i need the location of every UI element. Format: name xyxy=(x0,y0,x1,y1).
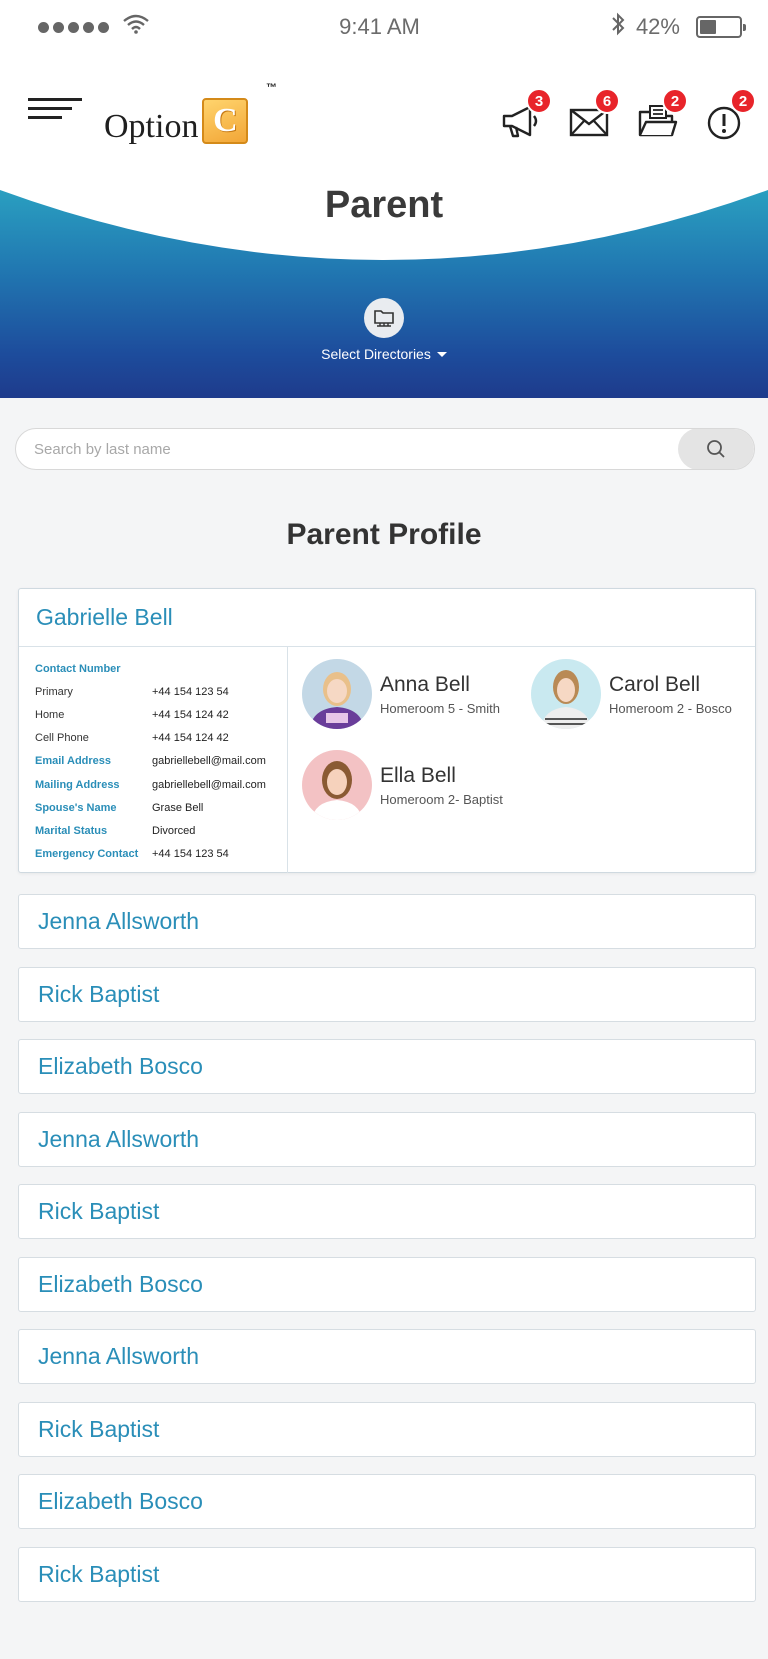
contact-row xyxy=(35,727,287,750)
contact-label: Home xyxy=(35,708,65,721)
child-name: Ella Bell xyxy=(380,763,456,787)
profile-name[interactable]: Gabrielle Bell xyxy=(19,589,755,647)
child-homeroom: Homeroom 2- Baptist xyxy=(380,791,503,807)
select-directories-button[interactable] xyxy=(0,298,768,362)
battery-percent: 42% xyxy=(635,14,680,39)
child-name: Carol Bell xyxy=(609,672,701,696)
parent-list-item[interactable]: Jenna Allsworth xyxy=(18,1112,756,1167)
announcements-button[interactable] xyxy=(500,92,546,136)
child-item[interactable] xyxy=(302,659,500,729)
parent-list-item[interactable]: Jenna Allsworth xyxy=(18,1329,756,1384)
child-avatar xyxy=(302,659,372,729)
contact-details xyxy=(19,647,288,873)
wifi-icon xyxy=(123,14,149,40)
alerts-badge: 2 xyxy=(730,88,756,114)
children-list xyxy=(288,647,755,873)
search-button[interactable] xyxy=(678,428,754,470)
parent-profile-card xyxy=(18,588,756,873)
search-icon xyxy=(706,439,726,459)
child-avatar xyxy=(302,750,372,820)
contact-label: Primary xyxy=(35,685,73,698)
status-left xyxy=(38,14,149,40)
contact-value: Divorced xyxy=(152,824,196,837)
parent-list-item[interactable]: Elizabeth Bosco xyxy=(18,1474,756,1529)
contact-value: +44 154 124 42 xyxy=(152,708,229,721)
contact-row xyxy=(35,773,287,796)
child-homeroom: Homeroom 2 - Bosco xyxy=(609,700,732,716)
contact-label: Email Address xyxy=(35,755,112,768)
contact-value: +44 154 123 54 xyxy=(152,685,229,698)
directory-icon xyxy=(364,298,404,338)
caret-down-icon xyxy=(437,352,447,357)
battery-icon xyxy=(696,16,742,38)
logo-text: Option xyxy=(104,108,199,145)
logo xyxy=(104,84,248,144)
contact-label: Cell Phone xyxy=(35,732,89,745)
child-homeroom: Homeroom 5 - Smith xyxy=(380,700,500,716)
logo-block: C xyxy=(202,98,248,144)
contact-value: +44 154 124 42 xyxy=(152,732,229,745)
contact-value: gabriellebell@mail.com xyxy=(152,778,266,791)
contact-row xyxy=(35,657,287,680)
profile-body xyxy=(19,647,755,873)
child-avatar xyxy=(531,659,601,729)
contact-label: Mailing Address xyxy=(35,778,120,791)
contact-row xyxy=(35,750,287,773)
alerts-button[interactable] xyxy=(704,92,750,136)
messages-button[interactable] xyxy=(568,92,614,136)
status-time: 9:41 AM xyxy=(339,14,420,39)
parent-list-item[interactable]: Rick Baptist xyxy=(18,967,756,1022)
parent-list-item[interactable]: Rick Baptist xyxy=(18,1547,756,1602)
contact-value: +44 154 123 54 xyxy=(152,848,229,861)
contact-row xyxy=(35,680,287,703)
page-title: Parent xyxy=(324,184,444,226)
search-bar xyxy=(15,428,755,470)
child-item[interactable] xyxy=(531,659,732,729)
contact-label: Contact Number xyxy=(35,662,121,675)
contact-row xyxy=(35,843,287,866)
contact-label: Emergency Contact xyxy=(35,848,139,861)
contact-value: Grase Bell xyxy=(152,801,204,814)
status-right xyxy=(610,12,742,42)
parent-list-item[interactable]: Jenna Allsworth xyxy=(18,894,756,949)
child-name: Anna Bell xyxy=(380,672,470,696)
parent-list-item[interactable]: Elizabeth Bosco xyxy=(18,1257,756,1312)
contact-row xyxy=(35,819,287,842)
documents-badge: 2 xyxy=(662,88,688,114)
child-item[interactable] xyxy=(302,750,503,820)
section-title: Parent Profile xyxy=(286,518,482,551)
parent-list-item[interactable]: Rick Baptist xyxy=(18,1402,756,1457)
status-bar xyxy=(0,0,768,54)
documents-button[interactable] xyxy=(636,92,682,136)
contact-label: Marital Status xyxy=(35,824,108,837)
select-directories-label: Select Directories xyxy=(321,346,447,362)
bluetooth-icon xyxy=(610,12,626,42)
announcements-badge: 3 xyxy=(526,88,552,114)
header-icons xyxy=(500,92,750,136)
app-header xyxy=(0,54,768,180)
hamburger-menu-icon[interactable] xyxy=(28,98,84,128)
messages-badge: 6 xyxy=(594,88,620,114)
contact-label: Spouse's Name xyxy=(35,801,117,814)
contact-row xyxy=(35,796,287,819)
parent-list-item[interactable]: Elizabeth Bosco xyxy=(18,1039,756,1094)
search-input[interactable] xyxy=(16,441,678,458)
contact-row xyxy=(35,703,287,726)
parent-list-item[interactable]: Rick Baptist xyxy=(18,1184,756,1239)
contact-value: gabriellebell@mail.com xyxy=(152,755,266,768)
logo-trademark: ™ xyxy=(266,82,277,94)
signal-dots-icon xyxy=(38,22,109,33)
